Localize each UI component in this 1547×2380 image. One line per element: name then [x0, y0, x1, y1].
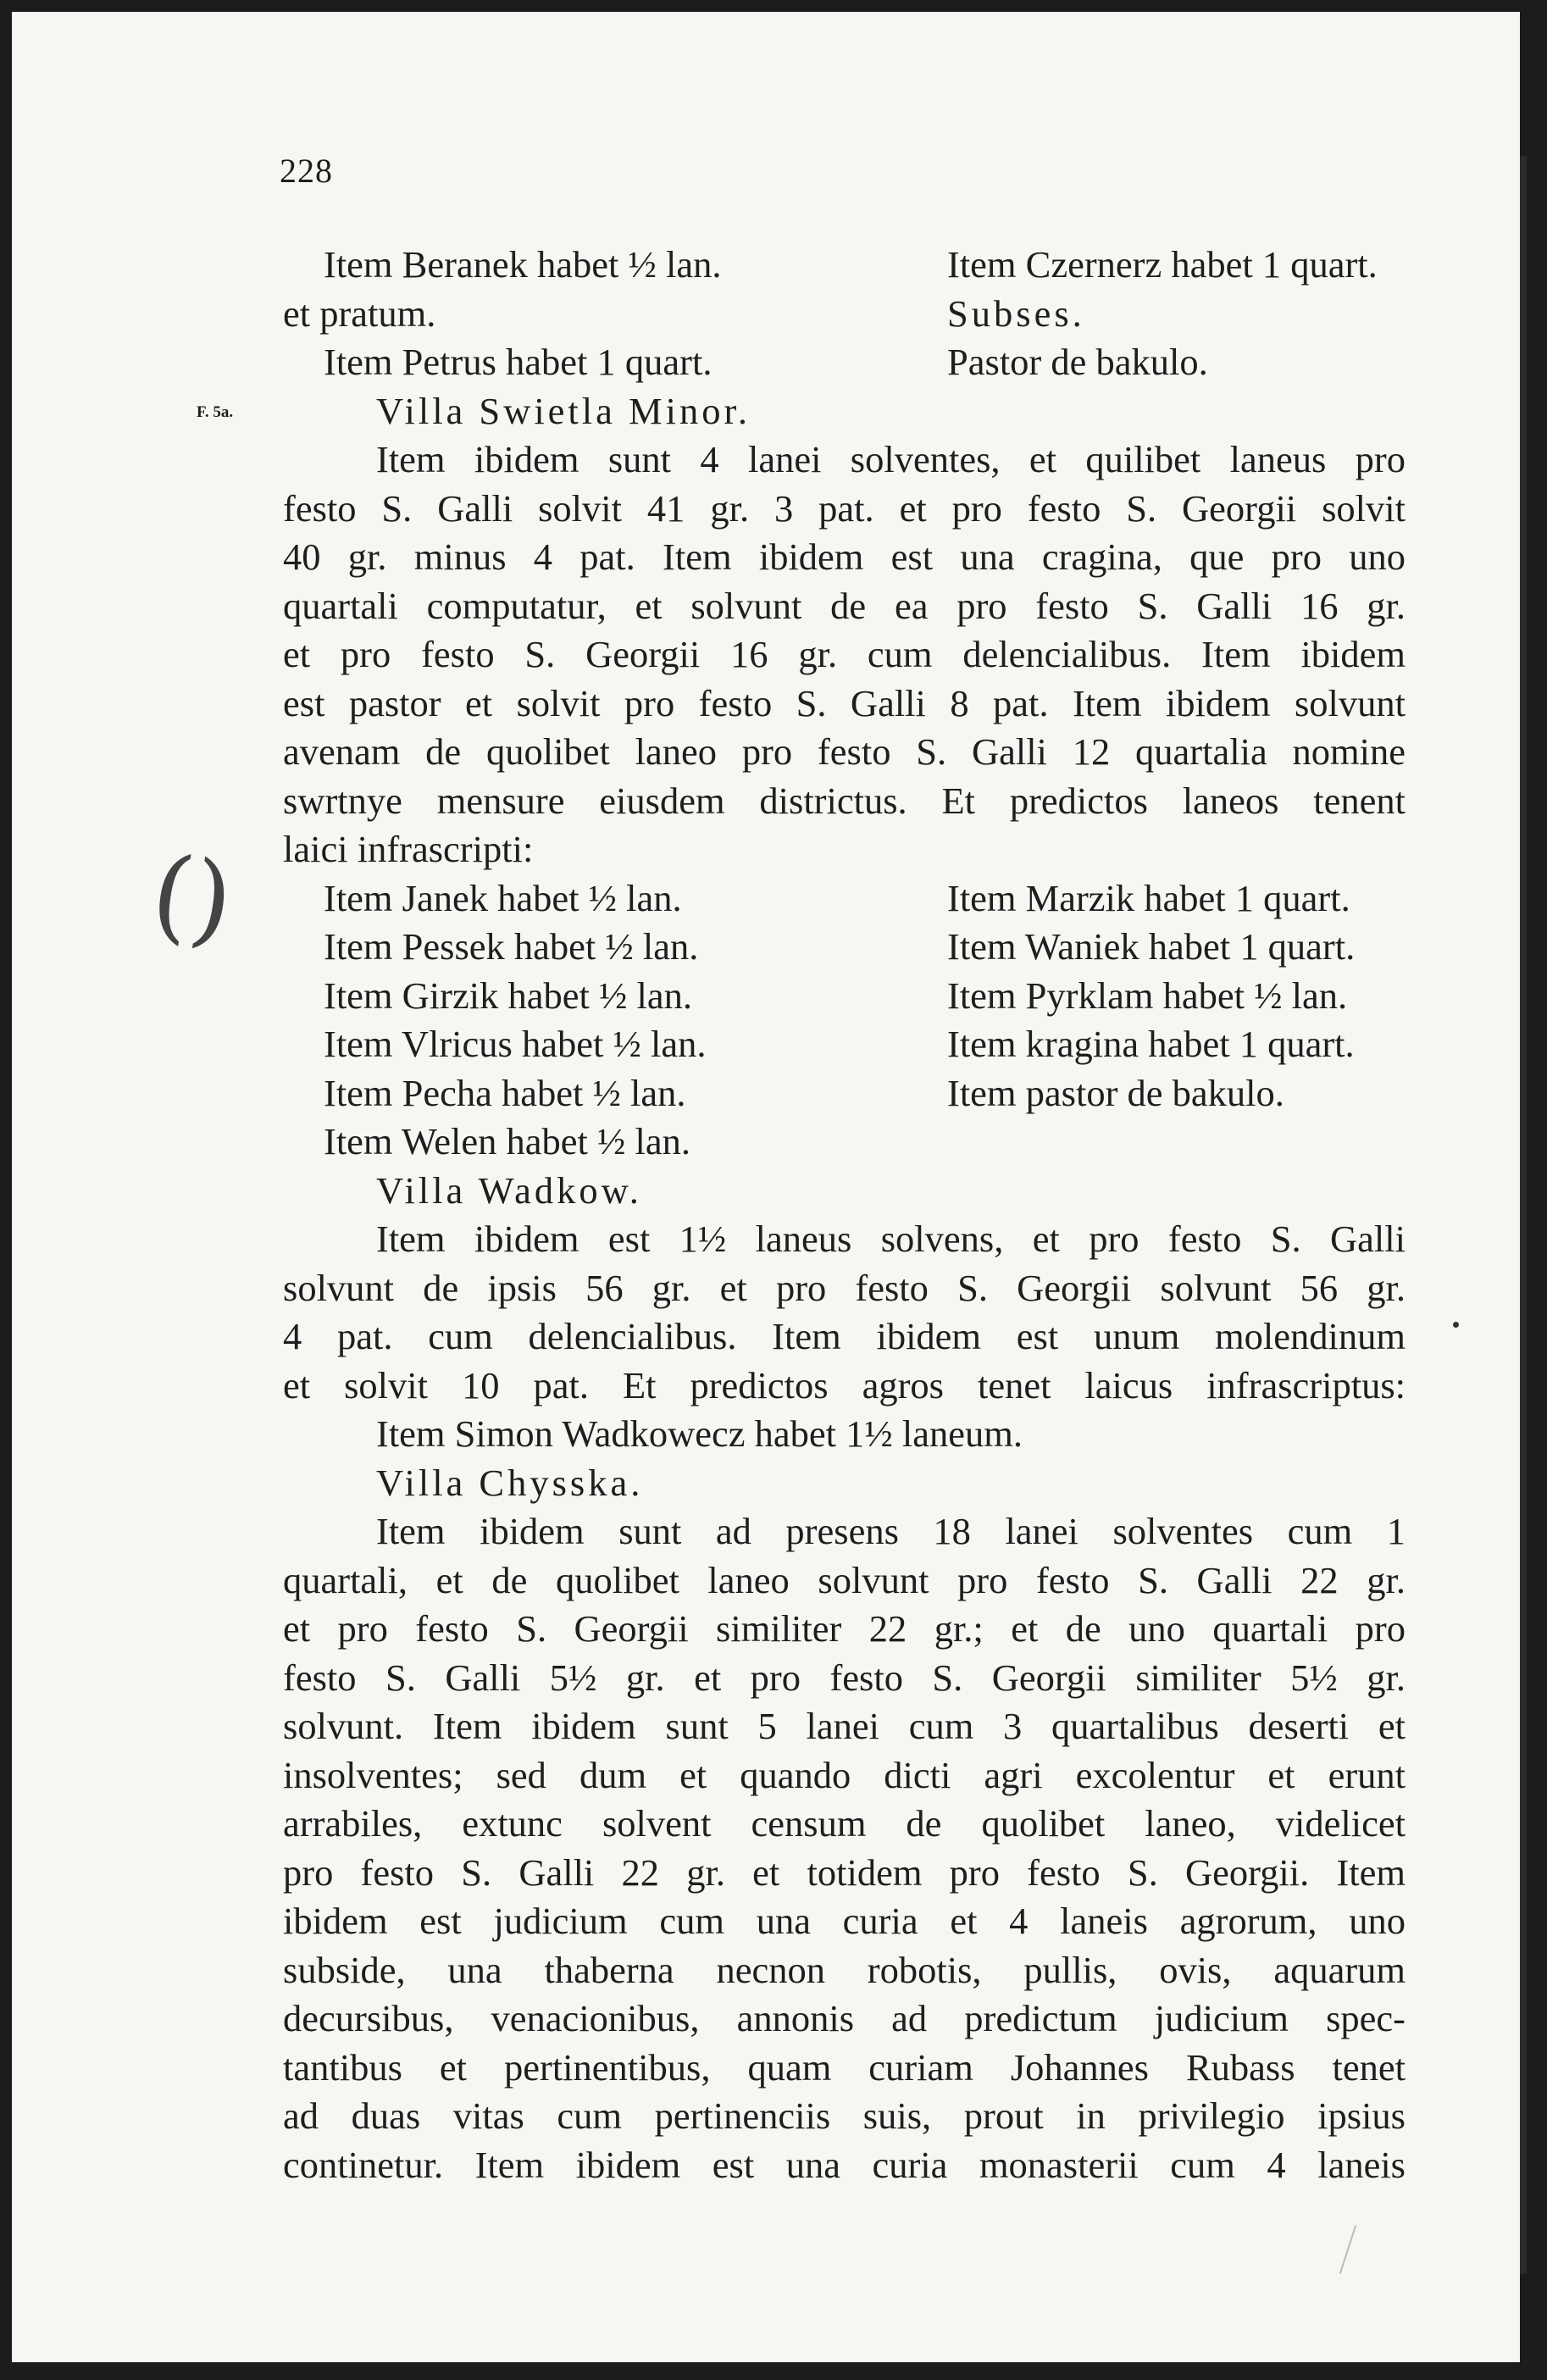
- paragraph-line: subside, una thaberna necnon robotis, pullis, ovis, aquarum: [283, 1948, 1406, 1991]
- section-heading: Villa Swietla Minor.: [376, 389, 751, 432]
- paragraph-line: 4 pat. cum delencialibus. Item ibidem est unum molendinum: [283, 1315, 1406, 1357]
- text-row: [283, 874, 1406, 924]
- paragraph-line: et solvit 10 pat. Et predictos agros tenet laicus infrascriptus:: [283, 1363, 1406, 1406]
- text-row: [283, 1118, 1406, 1167]
- paragraph-line: ad duas vitas cum pertinenciis suis, prout in privilegio ipsius: [283, 2094, 1406, 2137]
- holder-entry: Item Janek habet ½ lan.: [324, 876, 682, 919]
- paragraph-line: Item ibidem est 1½ laneus solvens, et pro festo S. Galli: [376, 1218, 1406, 1260]
- holder-entry: Item kragina habet 1 quart.: [947, 1023, 1355, 1065]
- holder-entry: et pratum.: [283, 291, 436, 335]
- text-row: [283, 290, 1406, 339]
- paragraph-line: pro festo S. Galli 22 gr. et totidem pro festo S. Georgii. Item: [283, 1850, 1406, 1894]
- paragraph-line: est pastor et solvit pro festo S. Galli 8 pat. Item ibidem solvunt: [283, 681, 1406, 724]
- holder-entry: [947, 1118, 1406, 1167]
- text-row: [283, 972, 1406, 1021]
- holder-entry: Item Pecha habet ½ lan.: [324, 1071, 686, 1114]
- paragraph-line: insolventes; sed dum et quando dicti agri excolentur et erunt: [283, 1753, 1406, 1796]
- holder-entry: Item Pyrklam habet ½ lan.: [947, 974, 1348, 1017]
- holder-entry: Item Waniek habet 1 quart.: [947, 925, 1356, 968]
- holder-entry: Item Pessek habet ½ lan.: [324, 925, 699, 968]
- margin-dot: [1453, 1322, 1459, 1328]
- text-row: [283, 923, 1406, 972]
- paragraph-line: festo S. Galli solvit 41 gr. 3 pat. et pro festo S. Georgii solvit: [283, 486, 1406, 530]
- text-row: [283, 1020, 1406, 1069]
- paragraph-line: solvunt de ipsis 56 gr. et pro festo S. Georgii solvunt 56 gr.: [283, 1266, 1406, 1309]
- text-row: [283, 1069, 1406, 1118]
- holder-entry: Pastor de bakulo.: [947, 341, 1208, 383]
- holder-entry: Item pastor de bakulo.: [947, 1071, 1284, 1114]
- paragraph-line: festo S. Galli 5½ gr. et pro festo S. Georgii similiter 5½ gr.: [283, 1656, 1406, 1699]
- paragraph-line: swrtnye mensure eiusdem districtus. Et predictos laneos tenent: [283, 779, 1406, 822]
- page-edge-shadow: [1520, 156, 1527, 2274]
- paragraph-line: et pro festo S. Georgii similiter 22 gr.; et de uno quartali pro: [283, 1607, 1406, 1650]
- paragraph-line: avenam de quolibet laneo pro festo S. Galli 12 quartalia nomine: [283, 730, 1406, 773]
- paragraph-line: tantibus et pertinentibus, quam curiam Johannes Rubass tenet: [283, 2045, 1406, 2089]
- paragraph-line: solvunt. Item ibidem sunt 5 lanei cum 3 quartalibus deserti et: [283, 1705, 1406, 1747]
- paragraph-line: continetur. Item ibidem est una curia monasterii cum 4 laneis: [283, 2143, 1406, 2186]
- holder-entry: Item Marzik habet 1 quart.: [947, 876, 1350, 919]
- margin-folio-note: F. 5a.: [197, 403, 234, 421]
- holder-entry: Item Simon Wadkowecz habet 1½ laneum.: [376, 1412, 1023, 1455]
- paragraph-line: et pro festo S. Georgii 16 gr. cum delencialibus. Item ibidem: [283, 633, 1406, 675]
- subheading: Subses.: [947, 291, 1085, 335]
- text-row: [283, 241, 1406, 290]
- holder-entry: Item Petrus habet 1 quart.: [324, 341, 713, 383]
- holder-entry: Item Vlricus habet ½ lan.: [324, 1023, 707, 1065]
- page-number: 228: [280, 152, 333, 190]
- holder-entry: Item Welen habet ½ lan.: [324, 1120, 691, 1162]
- paragraph-line: Item ibidem sunt ad presens 18 lanei solventes cum 1: [376, 1510, 1406, 1552]
- paragraph-line: arrabiles, extunc solvent censum de quolibet laneo, videlicet: [283, 1802, 1406, 1845]
- paragraph-line: quartali, et de quolibet laneo solvunt pro festo S. Galli 22 gr.: [283, 1558, 1406, 1601]
- page-body: [283, 241, 1406, 2189]
- paragraph-line: decursibus, venacionibus, annonis ad predictum judicium spec-: [283, 1997, 1406, 2039]
- holder-entry: Item Girzik habet ½ lan.: [324, 974, 692, 1017]
- paragraph-line: ibidem est judicium cum una curia et 4 laneis agrorum, uno: [283, 1900, 1406, 1942]
- paragraph-line: quartali computatur, et solvunt de ea pro festo S. Galli 16 gr.: [283, 584, 1406, 627]
- paragraph-line: laici infrascripti:: [283, 828, 534, 870]
- holder-entry: Item Beranek habet ½ lan.: [324, 243, 722, 286]
- holder-entry: Item Czernerz habet 1 quart.: [947, 243, 1378, 286]
- paragraph-line: Item ibidem sunt 4 lanei solventes, et quilibet laneus pro: [376, 438, 1406, 480]
- paragraph-line: 40 gr. minus 4 pat. Item ibidem est una cragina, que pro uno: [283, 535, 1406, 578]
- section-heading: Villa Wadkow.: [376, 1168, 642, 1212]
- margin-pencil-mark: (): [144, 834, 240, 962]
- text-row: [283, 338, 1406, 387]
- section-heading: Villa Chysska.: [376, 1461, 644, 1504]
